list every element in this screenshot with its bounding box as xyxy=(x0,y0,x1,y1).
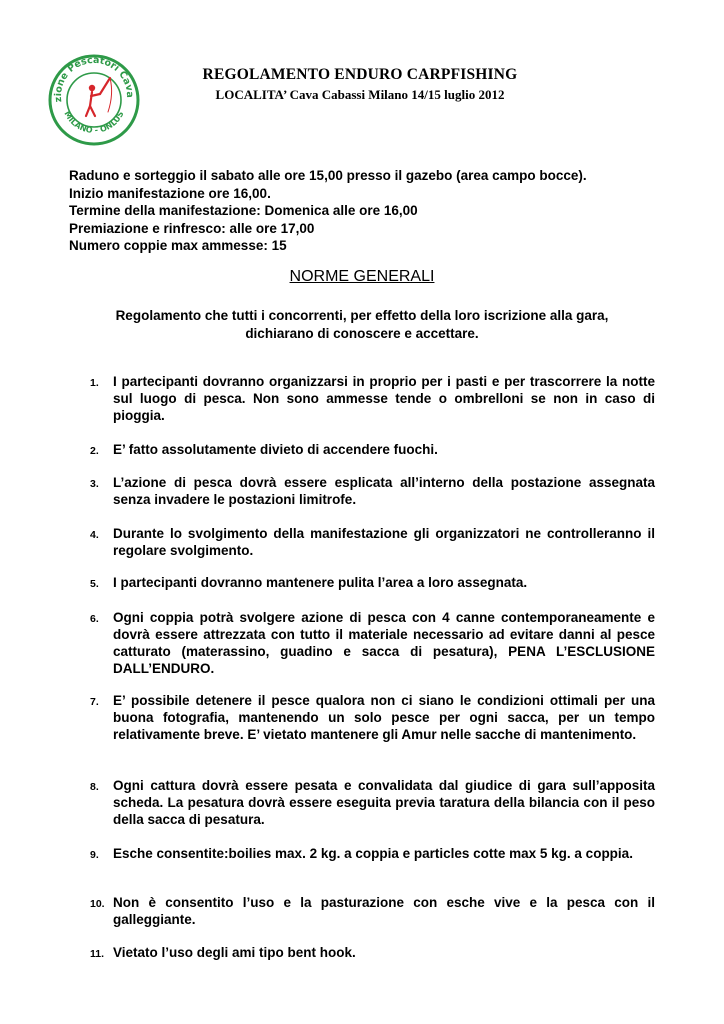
logo-seal-icon xyxy=(48,54,140,146)
svg-text:MILANO - ONLUS: MILANO - ONLUS xyxy=(62,109,126,135)
list-item-number: 9. xyxy=(90,849,99,861)
intro-line: Regolamento che tutti i concorrenti, per effetto della loro iscrizione alla gara, xyxy=(115,308,609,323)
list-item-text: Ogni coppia potrà svolgere azione di pesca con 4 canne contemporaneamente e dovrà essere attrezzata con tutto il materiale necessario ad evitare danni al pesce catturato (materassino, guadino e sacca di pesatura), PENA L’ESCLUSIONE DALL’ENDURO. xyxy=(113,610,655,676)
list-item-number: 10. xyxy=(90,898,105,910)
list-item-text: I partecipanti dovranno organizzarsi in proprio per i pasti e per trascorrere la notte sul luogo di pesca. Non sono ammesse tende o ombrelloni se non in caso di pioggia. xyxy=(113,374,655,423)
info-line: Termine della manifestazione: Domenica alle ore 16,00 xyxy=(69,203,418,218)
info-line: Numero coppie max ammesse: 15 xyxy=(69,238,287,253)
list-item-number: 4. xyxy=(90,529,99,541)
list-item-text: Non è consentito l’uso e la pasturazione con esche vive e la pesca con il galleggiante. xyxy=(113,895,655,927)
list-item-number: 3. xyxy=(90,478,99,490)
list-item-text: I partecipanti dovranno mantenere pulita l’area a loro assegnata. xyxy=(113,575,528,590)
list-item-number: 1. xyxy=(90,377,99,389)
list-item-text: Durante lo svolgimento della manifestazione gli organizzatori ne controlleranno il regolare svolgimento. xyxy=(113,526,655,558)
svg-text:Associazione Pescatori Cava Ca: zione Pescatori Cava xyxy=(52,54,136,103)
info-line: Premiazione e rinfresco: alle ore 17,00 xyxy=(69,220,315,236)
list-item-number: 11. xyxy=(90,948,105,960)
event-info xyxy=(69,167,669,255)
list-item-number: 8. xyxy=(90,781,99,793)
list-item-number: 6. xyxy=(90,613,99,625)
list-item-text: E’ fatto assolutamente divieto di accendere fuochi. xyxy=(113,442,438,457)
list-item-text: L’azione di pesca dovrà essere esplicata all’interno della postazione assegnata senza invadere le postazioni limitrofe. xyxy=(113,475,655,507)
list-item-text: Esche consentite:boilies max. 2 kg. a coppia e particles cotte max 5 kg. a coppia. xyxy=(113,846,633,861)
list-item-text: Ogni cattura dovrà essere pesata e convalidata dal giudice di gara sull’apposita scheda. La pesatura dovrà essere eseguita previa taratura della bilancia con il peso della sacca di pesatura. xyxy=(113,778,655,827)
section-heading: NORME GENERALI xyxy=(289,268,435,285)
intro-paragraph xyxy=(70,307,654,343)
list-item-number: 5. xyxy=(90,578,99,590)
list-item-number: 2. xyxy=(90,445,99,457)
intro-line: dichiarano di conoscere e accettare. xyxy=(245,326,479,341)
list-item-number: 7. xyxy=(90,696,99,708)
list-item-text: E’ possibile detenere il pesce qualora non ci siano le condizioni ottimali per una buona fotografia, mantenendo un solo pesce per ogni sacca, per un tempo relativamente breve. E’ vietato mantenere gli Amur nelle sacche di mantenimento. xyxy=(113,693,655,742)
association-logo xyxy=(48,54,140,146)
info-line: Raduno e sorteggio il sabato alle ore 15,00 presso il gazebo (area campo bocce). xyxy=(69,168,587,183)
document-subtitle: LOCALITA’ Cava Cabassi Milano 14/15 luglio 2012 xyxy=(215,87,505,102)
document-title: REGOLAMENTO ENDURO CARPFISHING xyxy=(202,66,518,83)
fisherman-icon xyxy=(86,78,112,116)
document-header xyxy=(180,66,540,104)
list-item-text: Vietato l’uso degli ami tipo bent hook. xyxy=(113,945,356,960)
info-line: Inizio manifestazione ore 16,00. xyxy=(69,185,271,201)
